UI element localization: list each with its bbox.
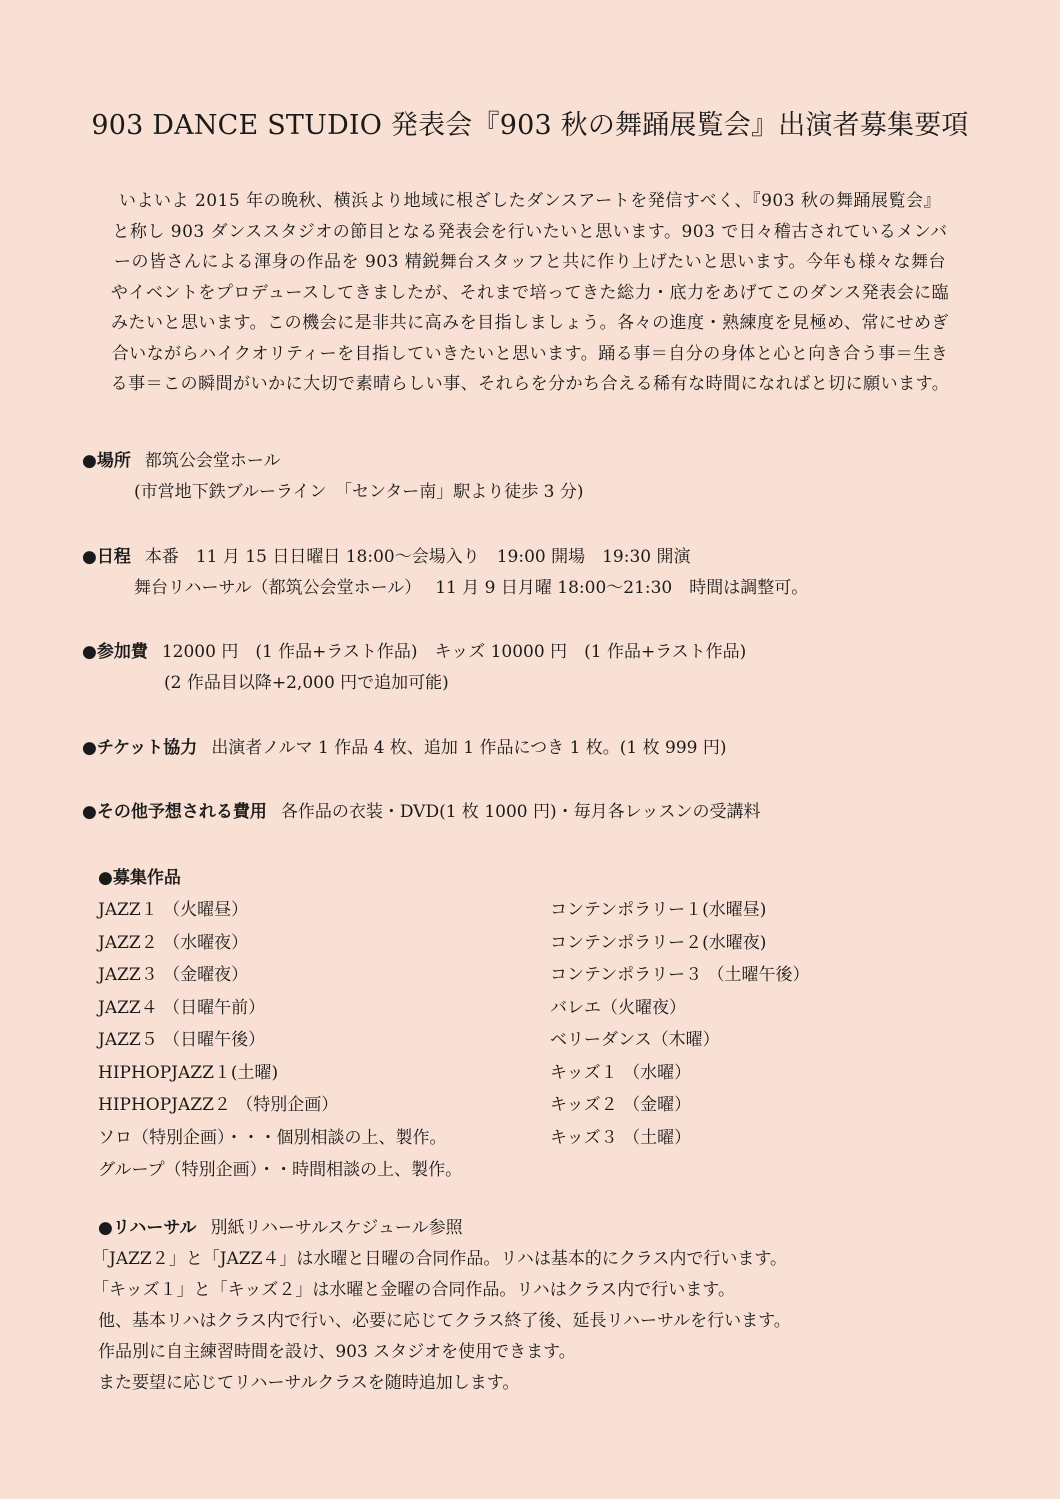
work-item: グループ（特別企画）・・時間相談の上、製作。 bbox=[98, 1160, 463, 1180]
other-costs-value: 各作品の衣装・DVD(1 枚 1000 円)・毎月各レッスンの受講料 bbox=[280, 802, 761, 822]
work-item: JAZZ３ （金曜夜） bbox=[98, 965, 249, 985]
works-right-column bbox=[550, 894, 810, 1154]
ticket-value: 出演者ノルマ 1 作品 4 枚、追加 1 作品につき 1 枚。(1 枚 999 円) bbox=[211, 738, 727, 758]
rehearsal-line: 「キッズ１」と「キッズ２」は水曜と金曜の合同作品。リハはクラス内で行います。 bbox=[92, 1280, 735, 1300]
work-item: JAZZ２ （水曜夜） bbox=[98, 932, 249, 953]
schedule-label: ●日程 bbox=[82, 547, 131, 567]
works-section bbox=[98, 862, 998, 1184]
works-label: ●募集作品 bbox=[98, 868, 181, 888]
work-item: JAZZ１ （火曜昼） bbox=[98, 900, 249, 920]
page-title: 903 DANCE STUDIO 発表会『903 秋の舞踊展覧会』出演者募集要項 bbox=[91, 110, 969, 141]
venue-section bbox=[82, 446, 982, 508]
work-item: キッズ３ （土曜） bbox=[550, 1127, 692, 1148]
work-item: ベリーダンス（木曜） bbox=[550, 1030, 720, 1050]
intro-line: る事＝この瞬間がいかに大切で素晴らしい事、それらを分かち合える稀有な時間になればと切に願います。 bbox=[110, 374, 950, 394]
rehearsal-label: ●リハーサル bbox=[98, 1218, 197, 1238]
rehearsal-section bbox=[92, 1213, 978, 1399]
intro-line: いよいよ 2015 年の晩秋、横浜より地域に根ざしたダンスアートを発信すべく、『903 秋の舞踊展覧会』 bbox=[119, 191, 941, 211]
other-costs-label: ●その他予想される費用 bbox=[82, 802, 267, 822]
ticket-label: ●チケット協力 bbox=[82, 738, 198, 758]
work-item: キッズ２ （金曜） bbox=[550, 1095, 692, 1115]
work-item: HIPHOPJAZZ１(土曜) bbox=[98, 1062, 279, 1083]
other-costs-section bbox=[82, 797, 982, 828]
fee-value: 12000 円 (1 作品+ラスト作品) キッズ 10000 円 (1 作品+ラスト作品) bbox=[161, 642, 747, 662]
rehearsal-line: 作品別に自主練習時間を設け、903 スタジオを使用できます。 bbox=[98, 1342, 576, 1362]
intro-line: みたいと思います。この機会に是非共に高みを目指しましょう。各々の進度・熟練度を見極め、常にせめぎ bbox=[111, 313, 949, 333]
work-item: コンテンポラリー１(水曜昼) bbox=[550, 900, 767, 920]
work-item: バレエ（火曜夜） bbox=[550, 997, 686, 1018]
venue-access: (市営地下鉄ブルーライン 「センター南」駅より徒歩 3 分) bbox=[134, 482, 584, 502]
rehearsal-value: 別紙リハーサルスケジュール参照 bbox=[210, 1218, 463, 1238]
intro-line: と称し 903 ダンススタジオの節目となる発表会を行いたいと思います。903 で日々稽古されているメンバ bbox=[112, 221, 948, 242]
schedule-main: 本番 11 月 15 日日曜日 18:00～会場入り 19:00 開場 19:30 開演 bbox=[144, 547, 691, 567]
rehearsal-line: 他、基本リハはクラス内で行い、必要に応じてクラス終了後、延長リハーサルを行います。 bbox=[98, 1311, 791, 1331]
fee-note: (2 作品目以降+2,000 円で追加可能) bbox=[164, 673, 449, 693]
work-item: コンテンポラリー３ （土曜午後） bbox=[550, 965, 810, 985]
rehearsal-line: また要望に応じてリハーサルクラスを随時追加します。 bbox=[98, 1373, 520, 1393]
work-item: JAZZ５ （日曜午後） bbox=[98, 1030, 266, 1050]
schedule-section bbox=[82, 542, 982, 604]
fee-label: ●参加費 bbox=[82, 642, 148, 662]
work-item: キッズ１ （水曜） bbox=[550, 1062, 692, 1083]
intro-line: ーの皆さんによる渾身の作品を 903 精鋭舞台スタッフと共に作り上げたいと思います。今年も様々な舞台 bbox=[114, 252, 946, 272]
intro-paragraph bbox=[0, 186, 1060, 400]
schedule-rehearsal: 舞台リハーサル（都筑公会堂ホール） 11 月 9 日月曜 18:00～21:30 時間は調整可。 bbox=[134, 578, 809, 598]
venue-label: ●場所 bbox=[82, 451, 131, 471]
work-item: HIPHOPJAZZ２ （特別企画） bbox=[98, 1095, 339, 1115]
intro-line: 合いながらハイクオリティーを目指していきたいと思います。踊る事＝自分の身体と心と向き合う事＝生き bbox=[111, 343, 949, 364]
fee-section bbox=[82, 637, 982, 699]
intro-line: やイベントをプロデュースしてきましたが、それまで培ってきた総力・底力をあげてこのダンス発表会に臨 bbox=[110, 282, 950, 303]
venue-value: 都筑公会堂ホール bbox=[144, 451, 281, 471]
work-item: JAZZ４ （日曜午前） bbox=[98, 997, 266, 1018]
work-item: コンテンポラリー２(水曜夜) bbox=[550, 932, 767, 953]
work-item: ソロ（特別企画）・・・個別相談の上、製作。 bbox=[98, 1127, 447, 1148]
ticket-section bbox=[82, 733, 982, 764]
rehearsal-line: 「JAZZ２」と「JAZZ４」は水曜と日曜の合同作品。リハは基本的にクラス内で行います。 bbox=[92, 1249, 788, 1269]
works-left-column bbox=[98, 894, 462, 1187]
